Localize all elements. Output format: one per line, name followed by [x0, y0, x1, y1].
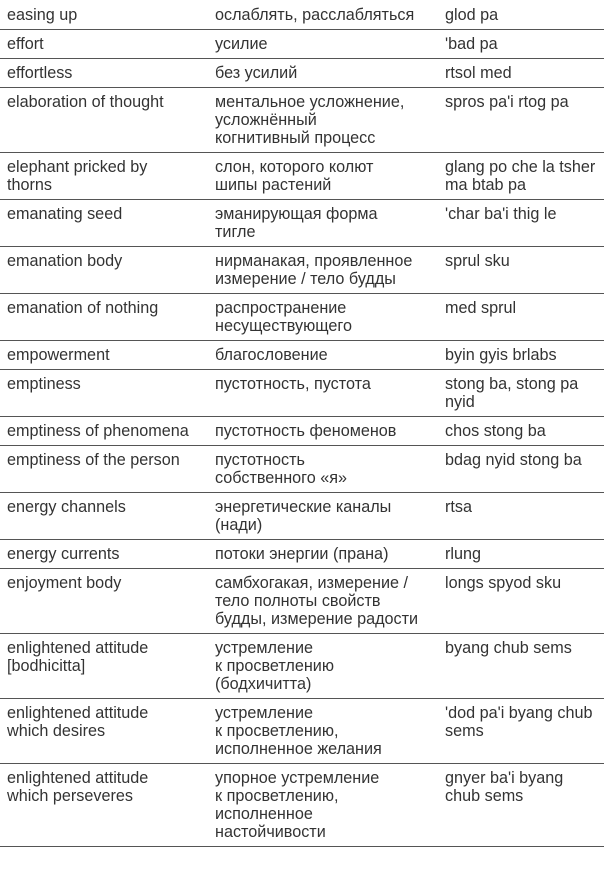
- english-term: enlightened attitude which desires: [0, 699, 208, 764]
- glossary-row: [0, 200, 604, 247]
- glossary-row: [0, 88, 604, 153]
- tibetan-term: med sprul: [431, 294, 604, 341]
- english-term: emanation body: [0, 247, 208, 294]
- glossary-row: [0, 153, 604, 200]
- tibetan-term: byang chub sems: [431, 634, 604, 699]
- english-term: effortless: [0, 59, 208, 88]
- tibetan-term: glod pa: [431, 0, 604, 30]
- tibetan-term: stong ba, stong pa nyid: [431, 370, 604, 417]
- tibetan-term: 'char ba'i thig le: [431, 200, 604, 247]
- glossary-row: [0, 699, 604, 764]
- english-term: emanation of nothing: [0, 294, 208, 341]
- tibetan-term: 'bad pa: [431, 30, 604, 59]
- russian-translation: ослаблять, расслабляться: [208, 0, 431, 30]
- russian-translation: самбхогакая, измерение / тело полноты свойств будды, измерение радости: [208, 569, 431, 634]
- english-term: elephant pricked by thorns: [0, 153, 208, 200]
- russian-translation: усилие: [208, 30, 431, 59]
- russian-translation: энергетические каналы (нади): [208, 493, 431, 540]
- russian-translation: потоки энергии (прана): [208, 540, 431, 569]
- english-term: emptiness: [0, 370, 208, 417]
- russian-translation: без усилий: [208, 59, 431, 88]
- glossary-row: [0, 370, 604, 417]
- tibetan-term: byin gyis brlabs: [431, 341, 604, 370]
- english-term: enlightened attitude [bodhicitta]: [0, 634, 208, 699]
- russian-translation: пустотность, пустота: [208, 370, 431, 417]
- tibetan-term: spros pa'i rtog pa: [431, 88, 604, 153]
- russian-translation: пустотность собственного «я»: [208, 446, 431, 493]
- english-term: energy currents: [0, 540, 208, 569]
- glossary-row: [0, 59, 604, 88]
- tibetan-term: chos stong ba: [431, 417, 604, 446]
- glossary-row: [0, 446, 604, 493]
- english-term: emanating seed: [0, 200, 208, 247]
- glossary-row: [0, 30, 604, 59]
- russian-translation: благословение: [208, 341, 431, 370]
- russian-translation: ментальное усложнение, усложнённый когнитивный процесс: [208, 88, 431, 153]
- english-term: enlightened attitude which perseveres: [0, 764, 208, 847]
- glossary-row: [0, 341, 604, 370]
- english-term: energy channels: [0, 493, 208, 540]
- glossary-row: [0, 569, 604, 634]
- tibetan-term: rtsol med: [431, 59, 604, 88]
- russian-translation: устремление к просветлению, исполненное желания: [208, 699, 431, 764]
- glossary-row: [0, 493, 604, 540]
- english-term: effort: [0, 30, 208, 59]
- glossary-row: [0, 294, 604, 341]
- glossary-row: [0, 540, 604, 569]
- tibetan-term: rtsa: [431, 493, 604, 540]
- russian-translation: упорное устремление к просветлению, исполненное настойчивости: [208, 764, 431, 847]
- english-term: elaboration of thought: [0, 88, 208, 153]
- tibetan-term: rlung: [431, 540, 604, 569]
- tibetan-term: 'dod pa'i byang chub sems: [431, 699, 604, 764]
- english-term: easing up: [0, 0, 208, 30]
- russian-translation: нирманакая, проявленное измерение / тело будды: [208, 247, 431, 294]
- tibetan-term: bdag nyid stong ba: [431, 446, 604, 493]
- english-term: enjoyment body: [0, 569, 208, 634]
- glossary-row: [0, 764, 604, 847]
- russian-translation: эманирующая форма тигле: [208, 200, 431, 247]
- russian-translation: пустотность феноменов: [208, 417, 431, 446]
- glossary-row: [0, 247, 604, 294]
- russian-translation: устремление к просветлению (бодхичитта): [208, 634, 431, 699]
- english-term: emptiness of phenomena: [0, 417, 208, 446]
- glossary-row: [0, 634, 604, 699]
- english-term: emptiness of the person: [0, 446, 208, 493]
- russian-translation: распространение несуществующего: [208, 294, 431, 341]
- tibetan-term: longs spyod sku: [431, 569, 604, 634]
- tibetan-term: gnyer ba'i byang chub sems: [431, 764, 604, 847]
- tibetan-term: sprul sku: [431, 247, 604, 294]
- glossary-row: [0, 0, 604, 30]
- russian-translation: слон, которого колют шипы растений: [208, 153, 431, 200]
- english-term: empowerment: [0, 341, 208, 370]
- glossary-row: [0, 417, 604, 446]
- tibetan-term: glang po che la tsher ma btab pa: [431, 153, 604, 200]
